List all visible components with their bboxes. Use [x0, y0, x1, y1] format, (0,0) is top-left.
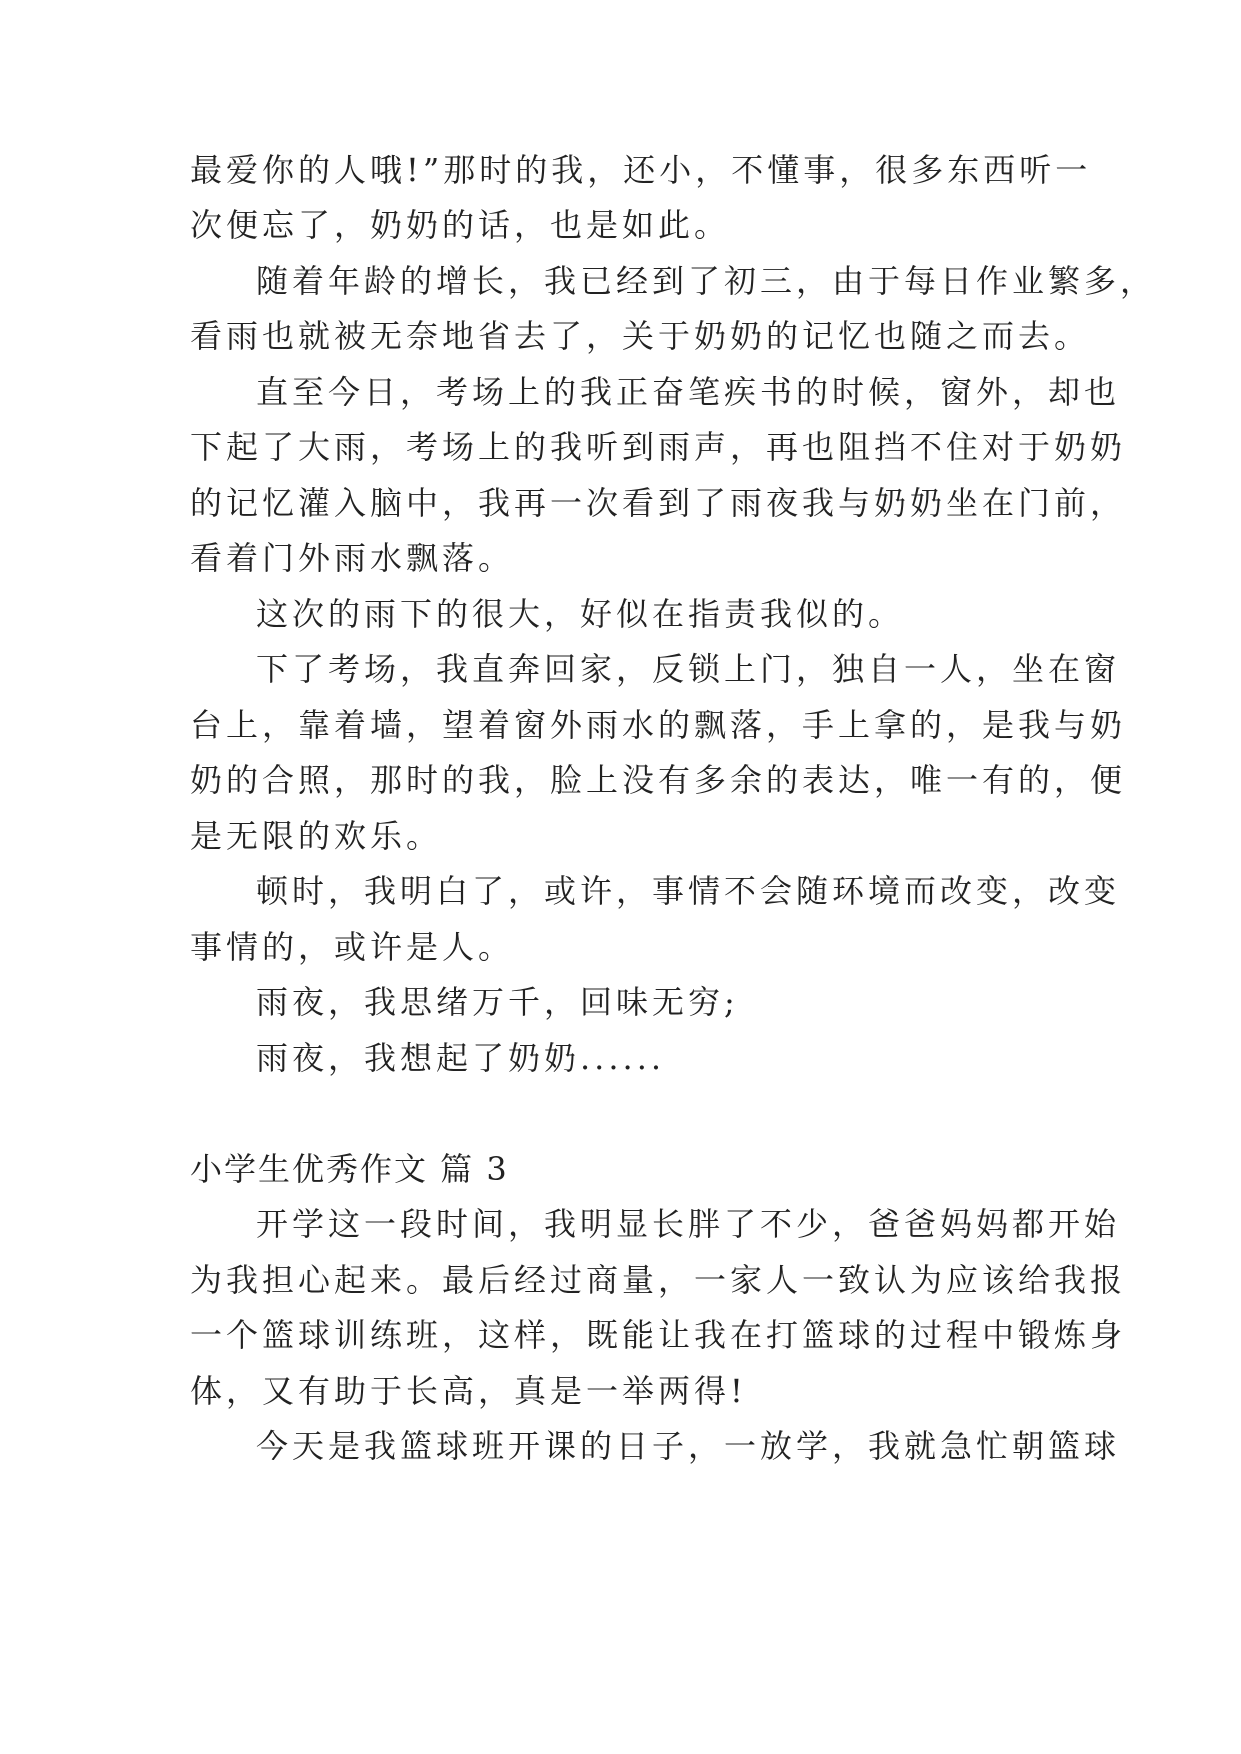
- paragraph-line: 的记忆灌入脑中，我再一次看到了雨夜我与奶奶坐在门前，: [190, 484, 1127, 522]
- paragraph-line: 次便忘了，奶奶的话，也是如此。: [190, 206, 731, 244]
- paragraph-line: 奶的合照，那时的我，脸上没有多余的表达，唯一有的，便: [190, 761, 1127, 799]
- paragraph-line: 看雨也就被无奈地省去了，关于奶奶的记忆也随之而去。: [190, 317, 1091, 355]
- paragraph-line: 开学这一段时间，我明显长胖了不少，爸爸妈妈都开始: [256, 1205, 1121, 1243]
- paragraph-line: 台上，靠着墙，望着窗外雨水的飘落，手上拿的，是我与奶: [190, 706, 1127, 744]
- paragraph-line: 这次的雨下的很大，好似在指责我似的。: [256, 595, 905, 633]
- paragraph-line: 事情的，或许是人。: [190, 928, 515, 966]
- paragraph-line: 为我担心起来。最后经过商量，一家人一致认为应该给我报: [190, 1261, 1127, 1299]
- paragraph-line: 顿时，我明白了，或许，事情不会随环境而改变，改变: [256, 872, 1121, 910]
- paragraph-line: 随着年龄的增长，我已经到了初三，由于每日作业繁多，: [256, 262, 1157, 300]
- paragraph-line: 雨夜，我思绪万千，回味无穷;: [256, 983, 739, 1021]
- paragraph-line: 看着门外雨水飘落。: [190, 539, 515, 577]
- paragraph-line: 直至今日，考场上的我正奋笔疾书的时候，窗外，却也: [256, 373, 1121, 411]
- section-heading: 小学生优秀作文 篇 3: [190, 1150, 509, 1188]
- paragraph-line: 雨夜，我想起了奶奶......: [256, 1039, 666, 1077]
- paragraph-line: 下起了大雨，考场上的我听到雨声，再也阻挡不住对于奶奶: [190, 428, 1127, 466]
- paragraph-line: 最爱你的人哦!”那时的我，还小，不懂事，很多东西听一: [190, 151, 1092, 189]
- paragraph-line: 今天是我篮球班开课的日子，一放学，我就急忙朝篮球: [256, 1427, 1121, 1465]
- paragraph-line: 是无限的欢乐。: [190, 817, 443, 855]
- paragraph-line: 一个篮球训练班，这样，既能让我在打篮球的过程中锻炼身: [190, 1316, 1127, 1354]
- paragraph-line: 下了考场，我直奔回家，反锁上门，独自一人，坐在窗: [256, 650, 1121, 688]
- paragraph-line: 体，又有助于长高，真是一举两得!: [190, 1372, 747, 1410]
